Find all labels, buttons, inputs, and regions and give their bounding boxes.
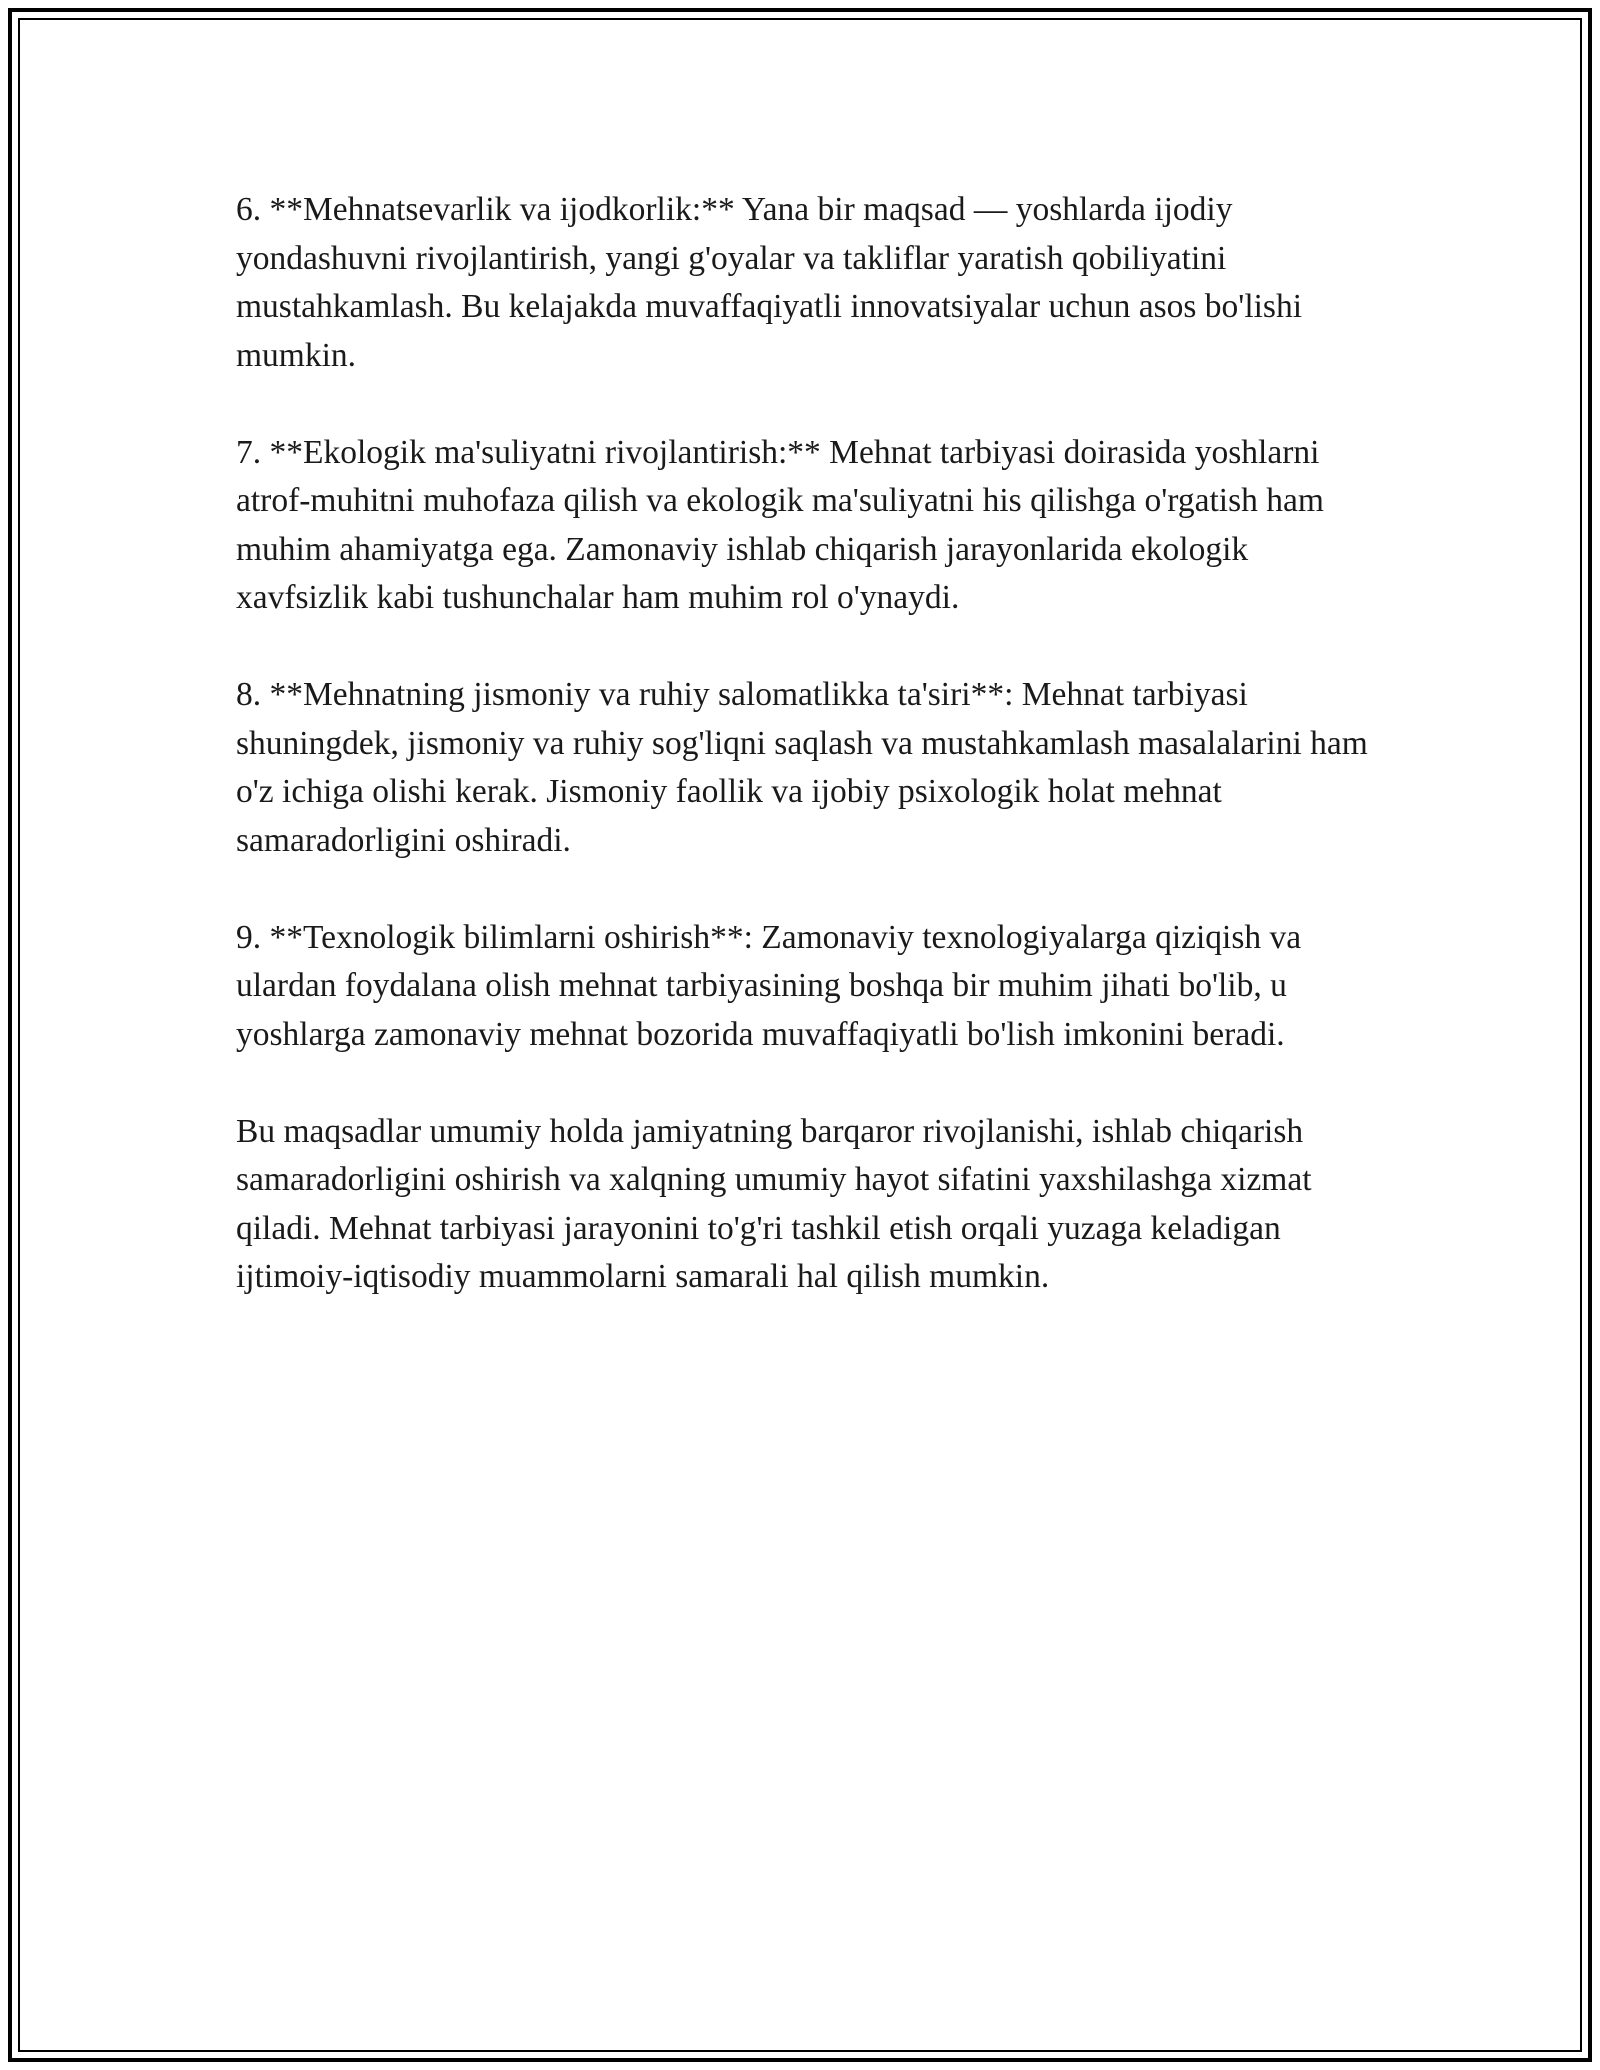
- paragraph-item-8: 8. **Mehnatning jismoniy va ruhiy salomatlikka ta'siri**: Mehnat tarbiyasi shuningdek, jismoniy va ruhiy sog'liqni saqlash va mustahkamlash masalalarini ham o'z ichiga olishi kerak. Jismoniy faollik va ijobiy psixologik holat mehnat samaradorligini oshiradi.: [236, 676, 1368, 859]
- paragraph-item-9: 9. **Texnologik bilimlarni oshirish**: Zamonaviy texnologiyalarga qiziqish va ulardan foydalana olish mehnat tarbiyasining boshqa bir muhim jihati bo'lib, u yoshlarga zamonaviy mehnat bozorida muvaffaqiyatli bo'lish imkonini beradi.: [236, 918, 1302, 1053]
- paragraph-item-7: 7. **Ekologik ma'suliyatni rivojlantirish:** Mehnat tarbiyasi doirasida yoshlarni atrof-muhitni muhofaza qilish va ekologik ma'suliyatni his qilishga o'rgatish ham muhim ahamiyatga ega. Zamonaviy ishlab chiqarish jarayonlarida ekologik xavfsizlik kabi tushunchalar ham muhim rol o'ynaydi.: [236, 433, 1324, 616]
- paragraph-conclusion: Bu maqsadlar umumiy holda jamiyatning barqaror rivojlanishi, ishlab chiqarish samaradorligini oshirish va xalqning umumiy hayot sifatini yaxshilashga xizmat qiladi. Mehnat tarbiyasi jarayonini to'g'ri tashkil etish orqali yuzaga keladigan ijtimoiy-iqtisodiy muammolarni samarali hal qilish mumkin.: [236, 1112, 1312, 1295]
- document-body: [236, 186, 1376, 1302]
- paragraph-item-6: 6. **Mehnatsevarlik va ijodkorlik:** Yana bir maqsad — yoshlarda ijodiy yondashuvni rivojlantirish, yangi g'oyalar va takliflar yaratish qobiliyatini mustahkamlash. Bu kelajakda muvaffaqiyatli innovatsiyalar uchun asos bo'lishi mumkin.: [236, 191, 1303, 374]
